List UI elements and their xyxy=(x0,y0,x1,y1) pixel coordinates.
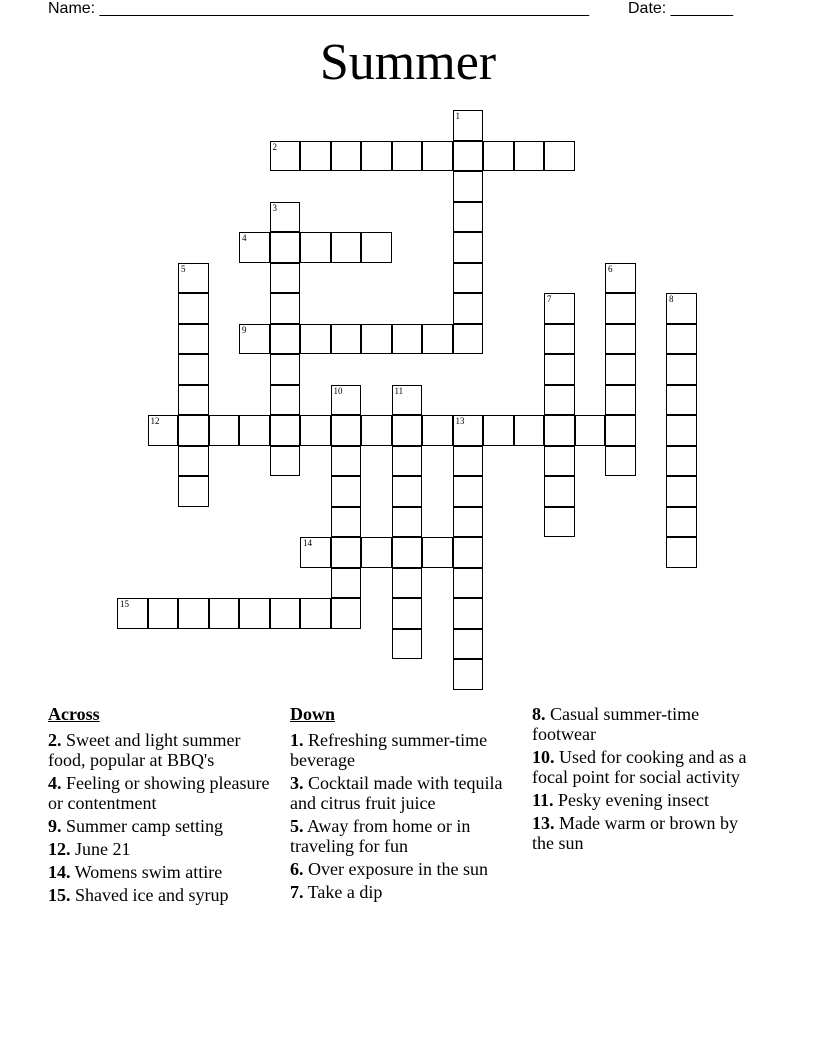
grid-cell[interactable] xyxy=(453,232,484,263)
grid-cell[interactable] xyxy=(666,446,697,477)
grid-cell[interactable] xyxy=(666,507,697,538)
grid-cell[interactable] xyxy=(178,263,209,294)
grid-cell[interactable] xyxy=(666,385,697,416)
clue-item xyxy=(48,839,278,859)
grid-cell[interactable] xyxy=(239,232,270,263)
grid-cell[interactable] xyxy=(331,537,362,568)
across-heading: Across xyxy=(48,704,100,724)
grid-cell[interactable] xyxy=(239,324,270,355)
down-clues-continued xyxy=(532,704,762,856)
clue-text: Feeling or showing pleasure or contentment xyxy=(48,773,270,813)
grid-cell[interactable] xyxy=(178,415,209,446)
clue-item xyxy=(290,859,530,879)
clue-number: 15 xyxy=(120,599,129,609)
grid-cell[interactable] xyxy=(209,415,240,446)
grid-cell[interactable] xyxy=(483,415,514,446)
clue-text: Used for cooking and as a focal point for social activity xyxy=(532,747,747,787)
grid-cell[interactable] xyxy=(270,385,301,416)
date-field-label: Date: _______ xyxy=(628,0,733,17)
grid-cell[interactable] xyxy=(270,293,301,324)
grid-cell[interactable] xyxy=(148,598,179,629)
grid-cell[interactable] xyxy=(270,446,301,477)
clue-number: 10 xyxy=(333,385,343,396)
grid-cell[interactable] xyxy=(270,324,301,355)
grid-cell[interactable] xyxy=(331,385,362,416)
grid-cell[interactable] xyxy=(605,354,636,385)
clue-number: 3 xyxy=(272,202,277,213)
grid-cell[interactable] xyxy=(239,415,270,446)
name-field-label: Name: _______________________________________________________ xyxy=(48,0,589,17)
grid-cell[interactable] xyxy=(544,385,575,416)
grid-cell[interactable] xyxy=(453,110,484,141)
grid-cell[interactable] xyxy=(453,598,484,629)
grid-cell[interactable] xyxy=(361,537,392,568)
across-clue-list xyxy=(48,730,278,905)
down-heading: Down xyxy=(290,704,336,724)
grid-cell[interactable] xyxy=(453,476,484,507)
clue-number-label: 10. xyxy=(532,747,555,767)
clue-number: 9 xyxy=(242,324,247,335)
clue-item xyxy=(48,885,278,905)
grid-cell[interactable] xyxy=(239,598,270,629)
clue-number-label: 15. xyxy=(48,885,71,905)
grid-cell[interactable] xyxy=(178,293,209,324)
grid-cell[interactable] xyxy=(453,293,484,324)
clue-text: Sweet and light summer food, popular at BBQ's xyxy=(48,730,241,770)
clue-item xyxy=(48,816,278,836)
grid-cell[interactable] xyxy=(544,141,575,172)
grid-cell[interactable] xyxy=(453,537,484,568)
grid-cell[interactable] xyxy=(666,537,697,568)
grid-cell[interactable] xyxy=(331,507,362,538)
clue-text: Summer camp setting xyxy=(61,816,223,836)
grid-cell[interactable] xyxy=(300,537,331,568)
clue-number-label: 4. xyxy=(48,773,62,793)
grid-cell[interactable] xyxy=(453,659,484,690)
down-clue-list-continued xyxy=(532,704,762,853)
grid-cell[interactable] xyxy=(300,324,331,355)
grid-cell[interactable] xyxy=(605,446,636,477)
grid-cell[interactable] xyxy=(178,354,209,385)
grid-cell[interactable] xyxy=(178,446,209,477)
clue-number: 6 xyxy=(608,263,613,274)
grid-cell[interactable] xyxy=(544,415,575,446)
clue-item xyxy=(532,747,762,787)
clue-number-label: 12. xyxy=(48,839,71,859)
clue-text: Casual summer-time footwear xyxy=(532,704,700,744)
grid-cell[interactable] xyxy=(117,598,148,629)
clue-number-label: 14. xyxy=(48,862,71,882)
grid-cell[interactable] xyxy=(392,598,423,629)
grid-cell[interactable] xyxy=(361,141,392,172)
grid-cell[interactable] xyxy=(544,293,575,324)
grid-cell[interactable] xyxy=(270,141,301,172)
grid-cell[interactable] xyxy=(605,385,636,416)
clue-number-label: 3. xyxy=(290,773,304,793)
clue-number: 5 xyxy=(181,263,186,274)
clue-text: Take a dip xyxy=(303,882,383,902)
clue-item xyxy=(532,704,762,744)
grid-cell[interactable] xyxy=(422,141,453,172)
grid-cell[interactable] xyxy=(148,415,179,446)
clue-item xyxy=(532,790,762,810)
grid-cell[interactable] xyxy=(544,446,575,477)
clue-number-label: 13. xyxy=(532,813,555,833)
grid-cell[interactable] xyxy=(209,598,240,629)
clue-text: Pesky evening insect xyxy=(553,790,709,810)
grid-cell[interactable] xyxy=(514,141,545,172)
across-clues xyxy=(48,704,278,908)
clue-item xyxy=(48,730,278,770)
grid-cell[interactable] xyxy=(392,415,423,446)
grid-cell[interactable] xyxy=(392,476,423,507)
grid-cell[interactable] xyxy=(544,324,575,355)
clue-item xyxy=(290,816,530,856)
grid-cell[interactable] xyxy=(453,446,484,477)
clue-item xyxy=(290,730,530,770)
clue-text: Cocktail made with tequila and citrus fruit juice xyxy=(290,773,503,813)
clue-number: 8 xyxy=(669,294,674,304)
clue-number: 1 xyxy=(455,111,460,121)
grid-cell[interactable] xyxy=(666,415,697,446)
clue-text: Shaved ice and syrup xyxy=(70,885,229,905)
clue-item xyxy=(48,773,278,813)
grid-cell[interactable] xyxy=(270,354,301,385)
clue-number-label: 5. xyxy=(290,816,304,836)
clue-number-label: 7. xyxy=(290,882,304,902)
grid-cell[interactable] xyxy=(331,415,362,446)
grid-cell[interactable] xyxy=(178,385,209,416)
grid-cell[interactable] xyxy=(575,415,606,446)
grid-cell[interactable] xyxy=(422,324,453,355)
grid-cell[interactable] xyxy=(392,385,423,416)
clue-number: 2 xyxy=(272,141,277,152)
grid-cell[interactable] xyxy=(361,232,392,263)
grid-cell[interactable] xyxy=(666,354,697,385)
grid-cell[interactable] xyxy=(453,629,484,660)
clue-text: June 21 xyxy=(70,839,131,859)
clue-item xyxy=(532,813,762,853)
clue-number: 11 xyxy=(394,385,404,396)
grid-cell[interactable] xyxy=(422,415,453,446)
clue-number-label: 11. xyxy=(532,790,554,810)
grid-cell[interactable] xyxy=(453,263,484,294)
grid-cell[interactable] xyxy=(605,324,636,355)
grid-cell[interactable] xyxy=(605,415,636,446)
grid-cell[interactable] xyxy=(392,629,423,660)
grid-cell[interactable] xyxy=(544,354,575,385)
clue-item xyxy=(290,882,530,902)
grid-cell[interactable] xyxy=(178,598,209,629)
clue-text: Made warm or brown by the sun xyxy=(532,813,738,853)
grid-cell[interactable] xyxy=(270,232,301,263)
grid-cell[interactable] xyxy=(483,141,514,172)
grid-cell[interactable] xyxy=(331,232,362,263)
grid-cell[interactable] xyxy=(331,476,362,507)
grid-cell[interactable] xyxy=(666,476,697,507)
grid-cell[interactable] xyxy=(300,232,331,263)
grid-cell[interactable] xyxy=(392,568,423,599)
clue-number: 4 xyxy=(242,233,247,243)
clue-number: 14 xyxy=(303,538,312,548)
clue-number: 13 xyxy=(455,416,465,426)
grid-cell[interactable] xyxy=(361,415,392,446)
grid-cell[interactable] xyxy=(270,263,301,294)
grid-cell[interactable] xyxy=(300,598,331,629)
grid-cell[interactable] xyxy=(392,324,423,355)
grid-cell[interactable] xyxy=(331,324,362,355)
grid-cell[interactable] xyxy=(422,537,453,568)
grid-cell[interactable] xyxy=(361,324,392,355)
grid-cell[interactable] xyxy=(453,202,484,233)
grid-cell[interactable] xyxy=(300,141,331,172)
grid-cell[interactable] xyxy=(392,446,423,477)
grid-cell[interactable] xyxy=(666,293,697,324)
grid-cell[interactable] xyxy=(270,415,301,446)
grid-cell[interactable] xyxy=(544,476,575,507)
grid-cell[interactable] xyxy=(270,202,301,233)
grid-cell[interactable] xyxy=(453,171,484,202)
down-clues xyxy=(290,704,530,905)
grid-cell[interactable] xyxy=(300,415,331,446)
grid-cell[interactable] xyxy=(331,446,362,477)
grid-cell[interactable] xyxy=(331,568,362,599)
clue-number-label: 8. xyxy=(532,704,546,724)
grid-cell[interactable] xyxy=(605,263,636,294)
grid-cell[interactable] xyxy=(331,598,362,629)
page-title: Summer xyxy=(319,34,497,91)
grid-cell[interactable] xyxy=(453,141,484,172)
grid-cell[interactable] xyxy=(178,324,209,355)
grid-cell[interactable] xyxy=(605,293,636,324)
grid-cell[interactable] xyxy=(270,598,301,629)
clue-number-label: 6. xyxy=(290,859,304,879)
grid-cell[interactable] xyxy=(544,507,575,538)
grid-cell[interactable] xyxy=(331,141,362,172)
grid-cell[interactable] xyxy=(666,324,697,355)
clue-item xyxy=(48,862,278,882)
grid-cell[interactable] xyxy=(453,324,484,355)
grid-cell[interactable] xyxy=(392,537,423,568)
clue-item xyxy=(290,773,530,813)
clue-text: Over exposure in the sun xyxy=(303,859,488,879)
grid-cell[interactable] xyxy=(392,141,423,172)
clue-text: Womens swim attire xyxy=(70,862,223,882)
clue-text: Away from home or in traveling for fun xyxy=(290,816,471,856)
grid-cell[interactable] xyxy=(392,507,423,538)
clue-text: Refreshing summer-time beverage xyxy=(290,730,488,770)
clue-number: 12 xyxy=(150,416,160,426)
clue-number-label: 1. xyxy=(290,730,304,750)
grid-cell[interactable] xyxy=(178,476,209,507)
clue-number-label: 2. xyxy=(48,730,62,750)
grid-cell[interactable] xyxy=(453,507,484,538)
grid-cell[interactable] xyxy=(514,415,545,446)
clue-number-label: 9. xyxy=(48,816,62,836)
down-clue-list xyxy=(290,730,530,902)
clue-number: 7 xyxy=(547,294,552,304)
grid-cell[interactable] xyxy=(453,568,484,599)
grid-cell[interactable] xyxy=(453,415,484,446)
